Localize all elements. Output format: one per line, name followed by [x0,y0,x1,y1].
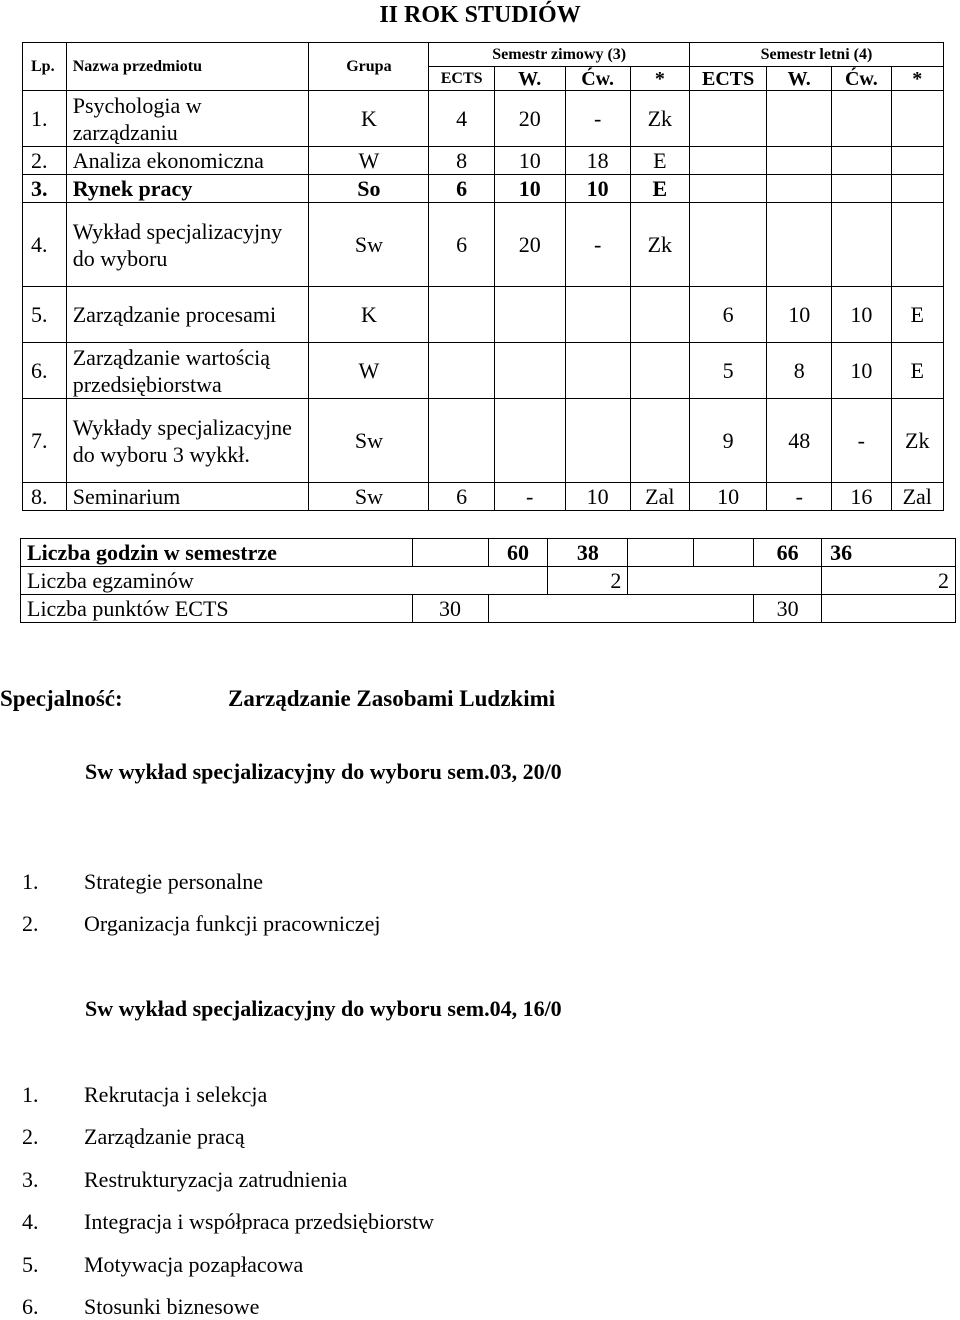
header-summer-w: W. [767,67,832,91]
section-heading-sem03: Sw wykład specjalizacyjny do wyboru sem.03, 20/0 [85,759,562,784]
cell-summer: 10 [767,287,832,343]
cell-winter: - [494,483,565,511]
header-winter-w: W. [494,67,565,91]
table-row [23,399,944,483]
cell-winter: 20 [494,91,565,147]
cell-summer [767,175,832,203]
cell-summer: Zk [891,399,944,483]
cell-winter: E [630,175,689,203]
cell-winter: 6 [429,175,494,203]
cell-winter: 10 [565,175,630,203]
header-winter-star: * [630,67,689,91]
summary-hours-summer-w: 66 [754,539,822,567]
cell-winter [494,343,565,399]
cell-summer [832,203,891,287]
cell-winter: - [565,91,630,147]
header-winter-semester: Semestr zimowy (3) [429,43,690,67]
cell-winter [630,287,689,343]
header-summer-semester: Semestr letni (4) [689,43,943,67]
table-row [23,91,944,147]
cell-summer [891,203,944,287]
header-winter-cw: Ćw. [565,67,630,91]
cell-winter [429,399,494,483]
cell-summer: 5 [689,343,766,399]
cell-group: Sw [309,203,429,287]
table-row [23,175,944,203]
cell-summer [689,203,766,287]
cell-winter: 6 [429,483,494,511]
summary-exams-summer: 2 [822,567,956,595]
summary-hours-summer-cw: 36 [822,539,956,567]
cell-winter: 20 [494,203,565,287]
table-row [23,287,944,343]
cell-lp: 6. [23,343,67,399]
cell-summer [832,91,891,147]
cell-group: Sw [309,399,429,483]
cell-summer: E [891,343,944,399]
cell-summer: 10 [689,483,766,511]
cell-subject-name: Wykłady specjalizacyjne do wyboru 3 wykkł. [66,399,309,483]
cell-summer [689,175,766,203]
cell-subject-name: Rynek pracy [66,175,309,203]
header-summer-ects: ECTS [689,67,766,91]
cell-subject-name: Analiza ekonomiczna [66,147,309,175]
cell-subject-name: Wykład specjalizacyjny do wyboru [66,203,309,287]
cell-summer: - [767,483,832,511]
summary-hours-winter-w: 60 [488,539,548,567]
cell-winter: Zal [630,483,689,511]
curriculum-table [22,42,944,511]
cell-winter [565,399,630,483]
cell-summer [891,175,944,203]
cell-summer: 48 [767,399,832,483]
cell-group: Sw [309,483,429,511]
cell-group: W [309,343,429,399]
header-group: Grupa [309,43,429,91]
cell-summer [832,147,891,175]
cell-subject-name: Seminarium [66,483,309,511]
cell-group: W [309,147,429,175]
cell-lp: 4. [23,203,67,287]
list-item: 4. Integracja i współpraca przedsiębiorstw [22,1209,435,1234]
list-item: 5. Motywacja pozapłacowa [22,1252,304,1277]
cell-subject-name: Zarządzanie wartością przedsiębiorstwa [66,343,309,399]
cell-group: K [309,287,429,343]
cell-summer: 10 [832,287,891,343]
cell-summer: E [891,287,944,343]
cell-summer [689,91,766,147]
specialty-label: Specjalność: [0,686,123,711]
cell-winter: Zk [630,91,689,147]
cell-summer [832,175,891,203]
header-summer-star: * [891,67,944,91]
cell-winter: Zk [630,203,689,287]
cell-summer: - [832,399,891,483]
cell-winter [494,399,565,483]
cell-winter [429,343,494,399]
cell-subject-name: Zarządzanie procesami [66,287,309,343]
cell-winter: 10 [565,483,630,511]
cell-summer [891,91,944,147]
header-winter-ects: ECTS [429,67,494,91]
page-title: II ROK STUDIÓW [379,2,581,28]
list-item: 3. Restrukturyzacja zatrudnienia [22,1167,348,1192]
cell-summer: 10 [832,343,891,399]
cell-winter: 6 [429,203,494,287]
cell-winter [565,343,630,399]
cell-winter: 4 [429,91,494,147]
cell-summer: Zal [891,483,944,511]
cell-summer: 6 [689,287,766,343]
cell-winter [565,287,630,343]
summary-exams-label: Liczba egzaminów [21,567,548,595]
cell-summer [767,203,832,287]
cell-lp: 8. [23,483,67,511]
cell-lp: 2. [23,147,67,175]
summary-ects-label: Liczba punktów ECTS [21,595,413,623]
cell-winter [630,343,689,399]
specialty-value: Zarządzanie Zasobami Ludzkimi [228,686,556,711]
cell-winter: 10 [494,147,565,175]
table-row [23,147,944,175]
list-item: 2. Zarządzanie pracą [22,1124,245,1149]
cell-summer: 9 [689,399,766,483]
table-row [23,483,944,511]
cell-winter: E [630,147,689,175]
table-row [23,343,944,399]
summary-hours-winter-cw: 38 [548,539,628,567]
header-lp: Lp. [23,43,67,91]
cell-summer [891,147,944,175]
summary-ects-summer: 30 [754,595,822,623]
section-heading-sem04: Sw wykład specjalizacyjny do wyboru sem.04, 16/0 [85,996,562,1021]
cell-summer: 8 [767,343,832,399]
cell-summer [767,147,832,175]
cell-winter: 18 [565,147,630,175]
summary-table [20,538,956,623]
cell-lp: 7. [23,399,67,483]
cell-winter [429,287,494,343]
cell-winter [494,287,565,343]
table-row [23,203,944,287]
cell-winter [630,399,689,483]
cell-lp: 5. [23,287,67,343]
cell-lp: 1. [23,91,67,147]
cell-summer [689,147,766,175]
summary-hours-label: Liczba godzin w semestrze [21,539,413,567]
list-item: 6. Stosunki biznesowe [22,1294,260,1319]
summary-exams-winter: 2 [548,567,628,595]
list-item: 1. Strategie personalne [22,869,263,894]
cell-winter: 10 [494,175,565,203]
cell-group: So [309,175,429,203]
header-summer-cw: Ćw. [832,67,891,91]
cell-summer [767,91,832,147]
summary-ects-winter: 30 [412,595,488,623]
cell-group: K [309,91,429,147]
list-item: 2. Organizacja funkcji pracowniczej [22,911,381,936]
cell-winter: - [565,203,630,287]
cell-lp: 3. [23,175,67,203]
cell-winter: 8 [429,147,494,175]
cell-summer: 16 [832,483,891,511]
cell-subject-name: Psychologia w zarządzaniu [66,91,309,147]
list-item: 1. Rekrutacja i selekcja [22,1082,268,1107]
header-subject-name: Nazwa przedmiotu [66,43,309,91]
